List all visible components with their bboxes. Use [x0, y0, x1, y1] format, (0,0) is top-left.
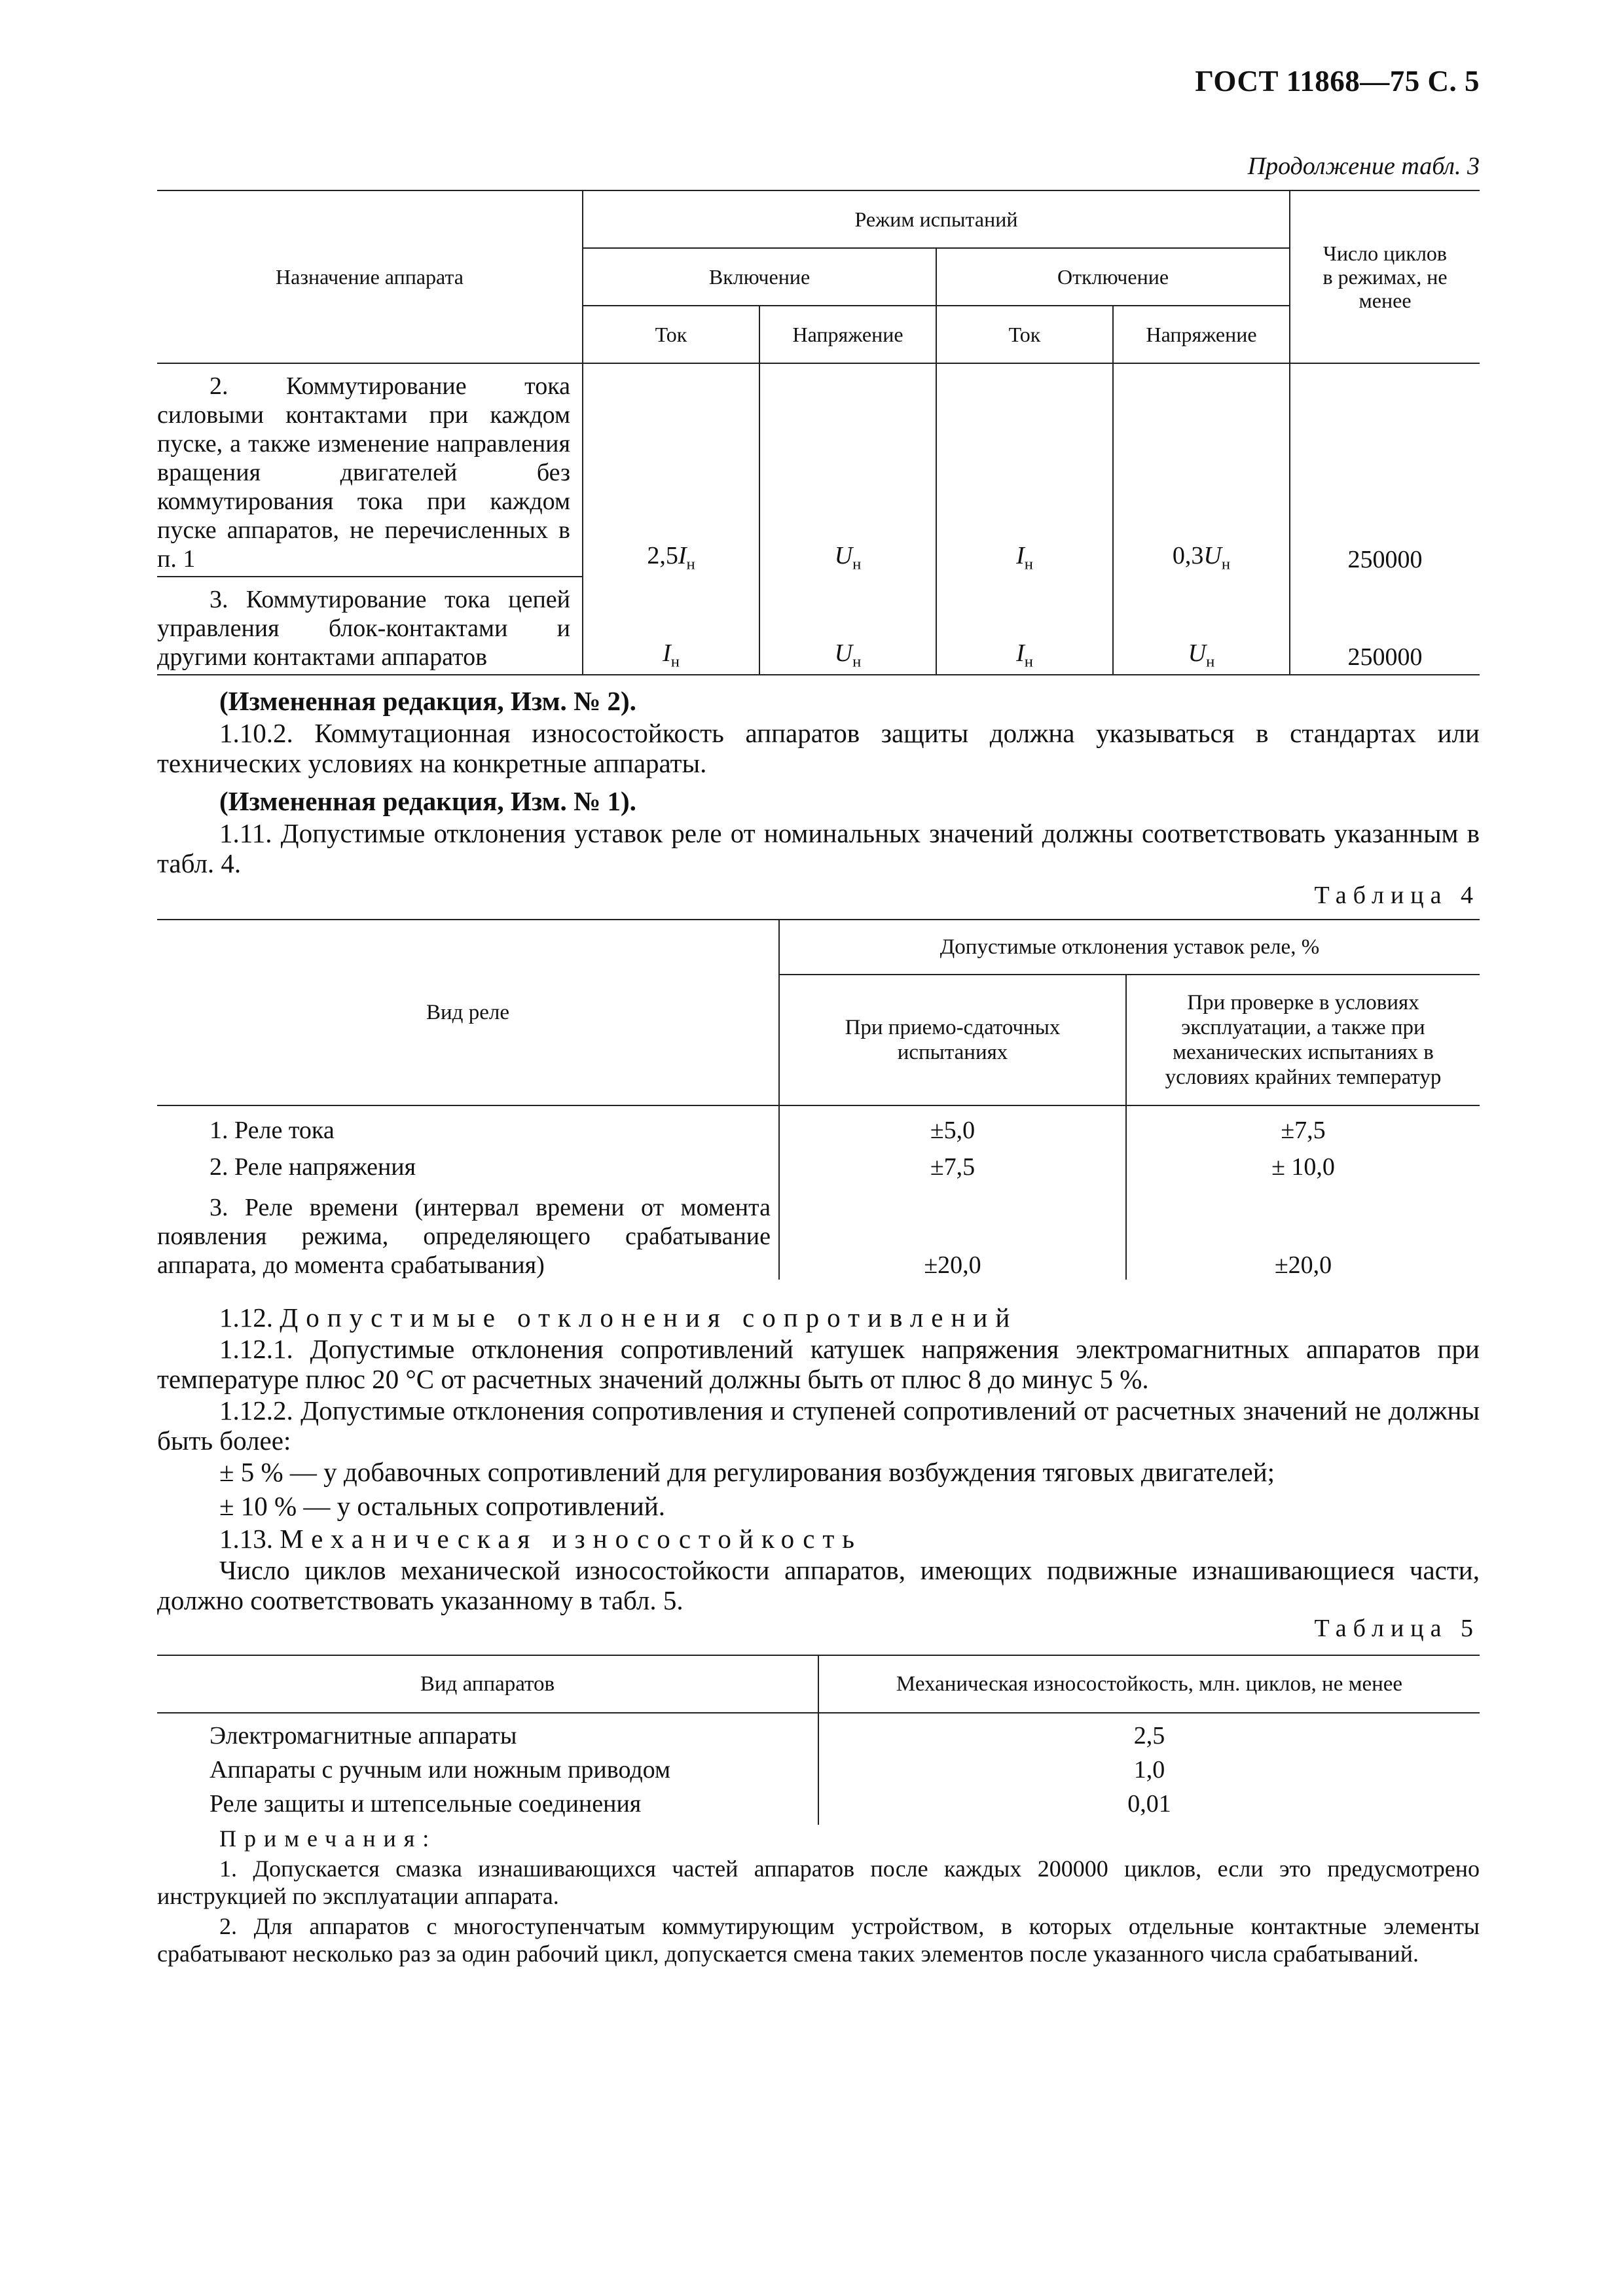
t3-row-3-off-voltage: $U_н$ — [1113, 577, 1290, 675]
t5-row-1-desc: Электромагнитные аппараты — [210, 1722, 517, 1749]
t5-row-1-value: 2,5 — [818, 1713, 1480, 1753]
table-row — [157, 1753, 1480, 1787]
t3-col-purpose: Назначение аппарата — [157, 190, 583, 363]
t3-col-mode: Режим испытаний — [583, 190, 1290, 248]
t3-row-3-desc: 3. Коммутирование тока цепей управления блок-контактами и другими контактами аппаратов — [157, 577, 583, 675]
t4-col-acceptance: При приемо-сдаточных испытаниях — [779, 975, 1126, 1105]
t3-row-3-cycles: 250000 — [1290, 577, 1480, 675]
notes-title: Примечания: — [219, 1825, 437, 1852]
table-row — [157, 1145, 1480, 1181]
t3-col-off: Отключение — [936, 248, 1290, 306]
t5-row-2-desc: Аппараты с ручным или ножным приводом — [210, 1756, 671, 1784]
table5-label: Таблица 5 — [1314, 1615, 1480, 1642]
t4-col-type: Вид реле — [157, 920, 779, 1105]
t4-row-3-operation: ±20,0 — [1126, 1181, 1480, 1280]
paragraph-1-10-2: 1.10.2. Коммутационная износостойкость аппаратов защиты должна указываться в стандартах или технических условиях на конкретные аппараты. — [157, 718, 1480, 778]
t4-row-2-accept: ±7,5 — [779, 1145, 1126, 1181]
table-5 — [157, 1655, 1480, 1825]
t3-row-2-off-current: $I_н$ — [936, 363, 1113, 577]
t4-row-2-desc: 2. Реле напряжения — [210, 1153, 416, 1181]
t5-row-3-desc: Реле защиты и штепсельные соединения — [210, 1790, 642, 1818]
page-header: ГОСТ 11868—75 С. 5 — [1195, 65, 1480, 98]
t3-col-off-current: Ток — [936, 306, 1113, 363]
list-item-5-percent: ± 5 % — у добавочных сопротивлений для регулирования возбуждения тяговых двигателей; — [219, 1457, 1275, 1487]
t4-row-2-operation: ± 10,0 — [1126, 1145, 1480, 1181]
paragraph-1-13-text: Число циклов механической износостойкости аппаратов, имеющих подвижные изнашивающиеся части, должно соответствовать указанному в табл. 5. — [157, 1555, 1480, 1615]
t3-row-2-desc: 2. Коммутирование тока силовыми контактами при каждом пуске, а также изменение направления вращения двигателей без коммутирования тока при каждом пуске аппаратов, не перечисленных в п. 1 — [157, 372, 570, 573]
list-item-10-percent: ± 10 % — у остальных сопротивлений. — [219, 1491, 666, 1521]
table-row — [157, 577, 1480, 675]
t5-row-2-value: 1,0 — [818, 1753, 1480, 1787]
t4-row-3-accept: ±20,0 — [779, 1181, 1126, 1280]
table-row — [157, 1787, 1480, 1825]
paragraph-1-11: 1.11. Допустимые отклонения уставок реле от номинальных значений должны соответствовать указанным в табл. 4. — [157, 818, 1480, 878]
t4-col-operation: При проверке в условиях эксплуатации, а также при механических испытаниях в условиях крайних температур — [1126, 975, 1480, 1105]
t3-row-3-off-current: $I_н$ — [936, 577, 1113, 675]
table3-continuation-label: Продолжение табл. 3 — [1247, 152, 1480, 180]
t3-col-on-current: Ток — [583, 306, 759, 363]
edit-note-1: (Измененная редакция, Изм. № 1). — [219, 786, 636, 816]
t3-row-2-on-voltage: $U_н$ — [759, 363, 936, 577]
t3-row-2-on-current: $2,5I_н$ — [583, 363, 759, 577]
edit-note-2: (Измененная редакция, Изм. № 2). — [219, 686, 636, 716]
t3-col-on: Включение — [583, 248, 936, 306]
t3-col-on-voltage: Напряжение — [759, 306, 936, 363]
paragraph-1-13: 1.13. Механическая износостойкость — [219, 1524, 863, 1554]
t3-row-3-on-current: $I_н$ — [583, 577, 759, 675]
table-row — [157, 1105, 1480, 1145]
t4-row-1-operation: ±7,5 — [1126, 1105, 1480, 1145]
t3-row-2-off-voltage: $0,3U_н$ — [1113, 363, 1290, 577]
note-1: 1. Допускается смазка изнашивающихся частей аппаратов после каждых 200000 циклов, если это предусмотрено инструкцией по эксплуатации аппарата. — [157, 1856, 1480, 1909]
paragraph-1-12: 1.12. Допустимые отклонения сопротивлений — [219, 1302, 1018, 1333]
table-row — [157, 363, 1480, 577]
t5-col-wear: Механическая износостойкость, млн. циклов, не менее — [818, 1655, 1480, 1713]
t3-row-3-on-voltage: $U_н$ — [759, 577, 936, 675]
t4-row-3-desc: 3. Реле времени (интервал времени от момента появления режима, определяющего срабатывание аппарата, до момента срабатывания) — [157, 1194, 771, 1279]
table-row — [157, 1181, 1480, 1280]
table-row — [157, 1713, 1480, 1753]
table4-label: Таблица 4 — [1314, 882, 1480, 909]
t5-col-type: Вид аппаратов — [157, 1655, 818, 1713]
t3-col-cycles: Число циклов в режимах, не менее — [1290, 190, 1480, 363]
table-4 — [157, 919, 1480, 1280]
t4-row-1-desc: 1. Реле тока — [210, 1117, 335, 1144]
paragraph-1-12-2: 1.12.2. Допустимые отклонения сопротивления и ступеней сопротивлений от расчетных значений не должны быть более: — [157, 1395, 1480, 1456]
t3-col-off-voltage: Напряжение — [1113, 306, 1290, 363]
t4-row-1-accept: ±5,0 — [779, 1105, 1126, 1145]
t4-col-deviation: Допустимые отклонения уставок реле, % — [779, 920, 1480, 975]
t5-row-3-value: 0,01 — [818, 1787, 1480, 1825]
t3-row-2-cycles: 250000 — [1290, 363, 1480, 577]
note-2: 2. Для аппаратов с многоступенчатым коммутирующим устройством, в которых отдельные контактные элементы срабатывают несколько раз за один рабочий цикл, допускается смена таких элементов после указанного числа срабатываний. — [157, 1913, 1480, 1967]
paragraph-1-12-1: 1.12.1. Допустимые отклонения сопротивлений катушек напряжения электромагнитных аппаратов при температуре плюс 20 °С от расчетных значений должны быть от плюс 8 до минус 5 %. — [157, 1334, 1480, 1394]
table-3 — [157, 190, 1480, 675]
